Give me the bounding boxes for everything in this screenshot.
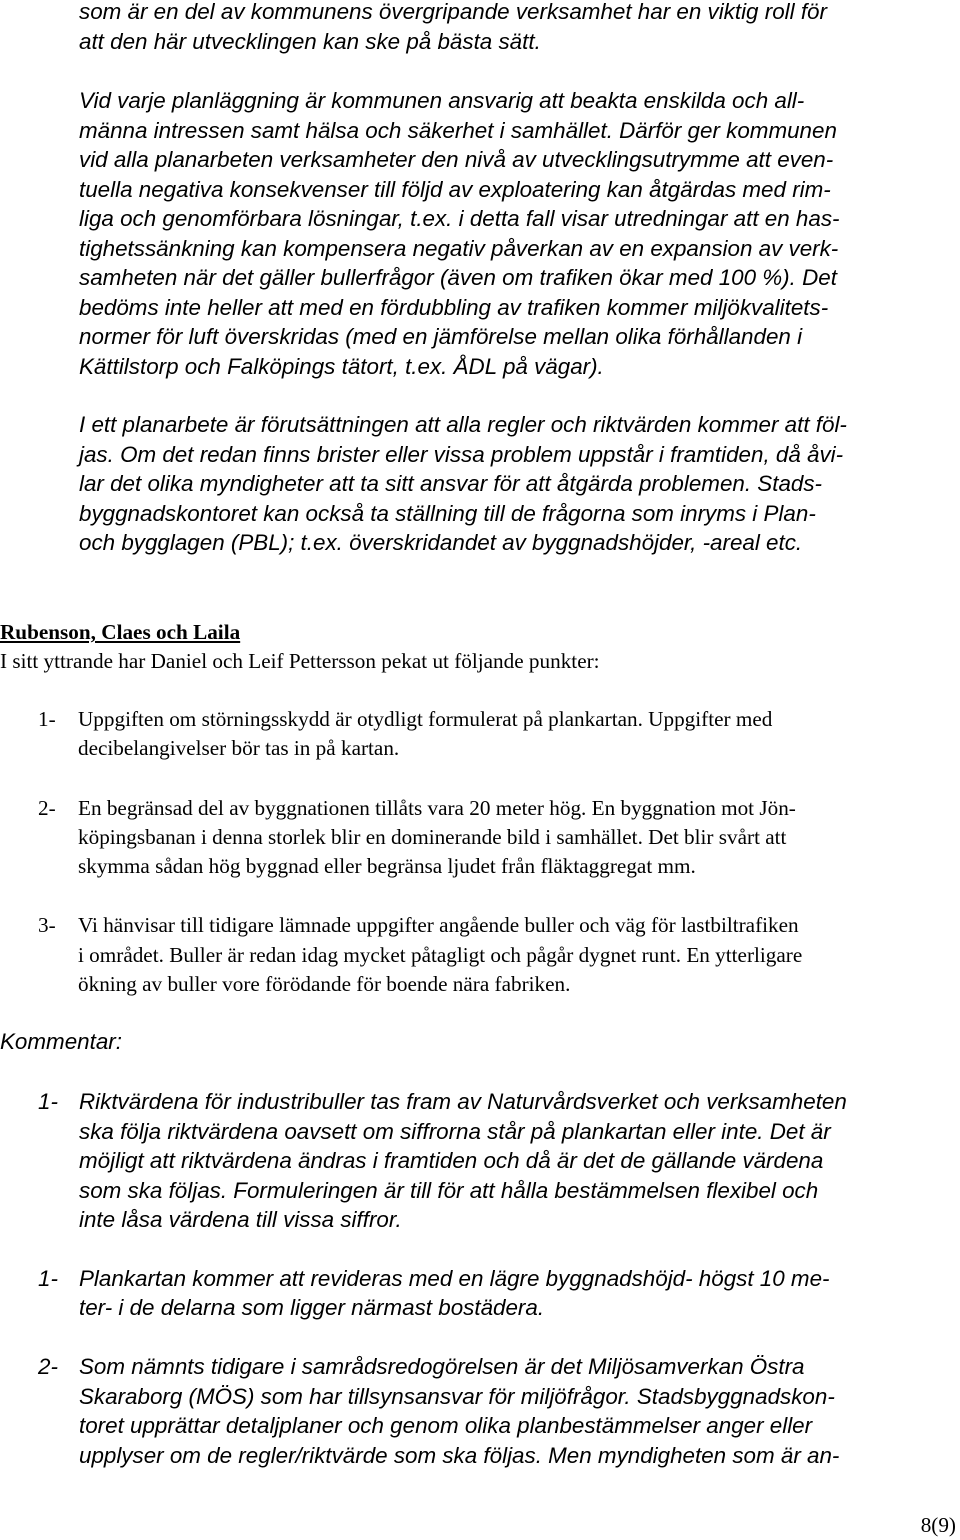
text-line: Som nämnts tidigare i samrådsredogörelsen är det Miljösamverkan Östra: [79, 1354, 805, 1379]
text-line: bedöms inte heller att med en fördubbling av trafiken kommer miljökvalitets-: [79, 295, 829, 320]
text-line: och bygglagen (PBL); t.ex. överskridandet av byggnadshöjder, -areal etc.: [79, 530, 803, 555]
text-line: männa intressen samt hälsa och säkerhet i samhället. Därför ger kommunen: [79, 118, 837, 143]
text-line: En begränsad del av byggnationen tillåts vara 20 meter hög. En byggnation mot Jön-: [78, 796, 796, 820]
text-line: liga och genomförbara lösningar, t.ex. i detta fall visar utredningar att en has-: [79, 206, 840, 231]
text-line: vid alla planarbeten verksamheter den nivå av utvecklingsutrymme att even-: [79, 147, 834, 172]
text-line: möjligt att riktvärdena ändras i framtiden och då är det de gällande värdena: [79, 1148, 824, 1173]
text-line: tighetssänkning kan kompensera negativ påverkan av en expansion av verk-: [79, 236, 839, 261]
text-line: Uppgiften om störningsskydd är otydligt formulerat på plankartan. Uppgifter med: [78, 707, 773, 731]
text-line: i området. Buller är redan idag mycket påtagligt och pågår dygnet runt. En ytterligare: [78, 943, 803, 967]
text-line: tuella negativa konsekvenser till följd av exploatering kan åtgärdas med rim-: [79, 177, 831, 202]
section-heading: Rubenson, Claes och Laila: [0, 620, 241, 644]
page-number: 8(9): [920, 1513, 956, 1537]
text-line: Kättilstorp och Falköpings tätort, t.ex. ÅDL på vägar).: [79, 354, 604, 379]
point-number: 1-: [38, 707, 56, 731]
point-number: 2-: [38, 1354, 58, 1379]
text-line: köpingsbanan i denna storlek blir en dominerande bild i samhället. Det blir svårt att: [78, 825, 787, 849]
text-line: normer för luft överskridas (med en jämförelse mellan olika förhållanden i: [79, 324, 803, 349]
text-line: ter- i de delarna som ligger närmast bostädera.: [79, 1295, 545, 1320]
text-line: toret upprättar detaljplaner och genom olika planbestämmelser anger eller: [79, 1413, 813, 1438]
point-number: 2-: [38, 796, 56, 820]
text-line: jas. Om det redan finns brister eller vissa problem uppstår i framtiden, då åvi-: [79, 442, 844, 467]
text-line: samheten när det gäller bullerfrågor (även om trafiken ökar med 100 %). Det: [79, 265, 837, 290]
text-line: som ska följas. Formuleringen är till för att hålla bestämmelsen flexibel och: [79, 1178, 819, 1203]
text-line: ökning av buller vore förödande för boende nära fabriken.: [78, 972, 571, 996]
text-line: decibelangivelser bör tas in på kartan.: [78, 736, 400, 760]
comment-label: Kommentar:: [0, 1029, 122, 1054]
point-number: 1-: [38, 1089, 58, 1114]
text-line: som är en del av kommunens övergripande verksamhet har en viktig roll för: [79, 0, 827, 24]
text-line: Vid varje planläggning är kommunen ansvarig att beakta enskilda och all-: [79, 88, 805, 113]
text-line: skymma sådan hög byggnad eller begränsa ljudet från fläktaggregat mm.: [78, 854, 696, 878]
text-line: Riktvärdena för industribuller tas fram av Naturvårdsverket och verksamheten: [79, 1089, 847, 1114]
text-line: inte låsa värdena till vissa siffror.: [79, 1207, 402, 1232]
point-number: 1-: [38, 1266, 58, 1291]
text-line: byggnadskontoret kan också ta ställning till de frågorna som inryms i Plan-: [79, 501, 816, 526]
text-line: lar det olika myndigheter att ta sitt ansvar för att åtgärda problemen. Stads-: [79, 471, 823, 496]
section-intro: I sitt yttrande har Daniel och Leif Pettersson pekat ut följande punkter:: [0, 649, 600, 673]
text-line: upplyser om de regler/riktvärde som ska följas. Men myndigheten som är an-: [79, 1443, 840, 1468]
text-line: I ett planarbete är förutsättningen att alla regler och riktvärden kommer att föl-: [79, 412, 847, 437]
text-line: Vi hänvisar till tidigare lämnade uppgifter angående buller och väg för lastbiltrafiken: [78, 913, 799, 937]
text-line: Plankartan kommer att revideras med en lägre byggnadshöjd- högst 10 me-: [79, 1266, 830, 1291]
point-number: 3-: [38, 913, 56, 937]
text-line: att den här utvecklingen kan ske på bästa sätt.: [79, 29, 541, 54]
text-line: Skaraborg (MÖS) som har tillsynsansvar för miljöfrågor. Stadsbyggnadskon-: [79, 1384, 835, 1409]
text-line: ska följa riktvärdena oavsett om siffrorna står på plankartan eller inte. Det är: [79, 1119, 831, 1144]
